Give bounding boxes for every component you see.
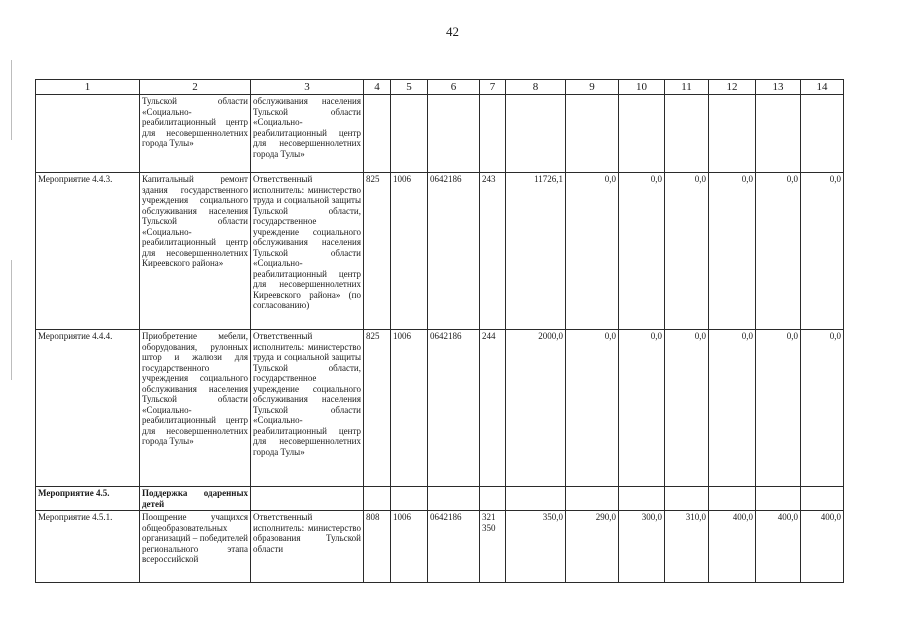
cell-value: 400,0: [709, 511, 756, 583]
cell-value: 11726,1: [506, 173, 566, 330]
cell-rzpr: 1006: [391, 511, 428, 583]
cell-value: 350,0: [506, 511, 566, 583]
activity-code: Мероприятие 4.4.4.: [36, 330, 140, 487]
cell-grbs: [364, 95, 391, 173]
cell-value: 0,0: [801, 330, 844, 487]
cell-grbs: 825: [364, 330, 391, 487]
column-header: 10: [619, 80, 665, 95]
cell-value: [506, 487, 566, 511]
column-header: 5: [391, 80, 428, 95]
cell-value: [756, 95, 801, 173]
table-row: [36, 330, 844, 487]
table-row: [36, 95, 844, 173]
column-header: 1: [36, 80, 140, 95]
cell-rzpr: [391, 95, 428, 173]
cell-value: [566, 487, 619, 511]
cell-value: 0,0: [756, 330, 801, 487]
column-header: 13: [756, 80, 801, 95]
activity-code: Мероприятие 4.5.1.: [36, 511, 140, 583]
cell-grbs: 808: [364, 511, 391, 583]
cell-vr: [480, 487, 506, 511]
cell-value: [566, 95, 619, 173]
cell-vr: [480, 95, 506, 173]
header-row: [36, 80, 844, 95]
column-header: 4: [364, 80, 391, 95]
program-table: [35, 79, 844, 583]
cell-rzpr: 1006: [391, 173, 428, 330]
cell-value: 0,0: [756, 173, 801, 330]
cell-value: 0,0: [709, 173, 756, 330]
cell-value: 0,0: [566, 173, 619, 330]
column-header: 2: [140, 80, 251, 95]
activity-name: Поощрение учащихся общеобразовательных организаций – победителей регионального этапа всероссийской: [140, 511, 251, 583]
cell-value: 400,0: [801, 511, 844, 583]
column-header: 14: [801, 80, 844, 95]
cell-value: [665, 487, 709, 511]
cell-csr: [428, 95, 480, 173]
cell-value: 400,0: [756, 511, 801, 583]
scan-mark: [11, 60, 12, 140]
cell-value: [506, 95, 566, 173]
scan-mark: [11, 260, 12, 380]
cell-grbs: 825: [364, 173, 391, 330]
executor: Ответственный исполнитель: министерство труда и социальной защиты Тульской области, государственное учреждение социального обслуживания населения Тульской области «Социально-реабилитационный центр для несовершеннолетних города Тулы»: [251, 330, 364, 487]
cell-value: 300,0: [619, 511, 665, 583]
cell-vr: 243: [480, 173, 506, 330]
cell-csr: 0642186: [428, 511, 480, 583]
column-header: 11: [665, 80, 709, 95]
column-header: 12: [709, 80, 756, 95]
cell-value: 0,0: [709, 330, 756, 487]
table-row: [36, 511, 844, 583]
cell-value: 310,0: [665, 511, 709, 583]
column-header: 9: [566, 80, 619, 95]
column-header: 8: [506, 80, 566, 95]
executor: Ответственный исполнитель: министерство образования Тульской области: [251, 511, 364, 583]
cell-rzpr: [391, 487, 428, 511]
cell-value: 2000,0: [506, 330, 566, 487]
activity-name: Приобретение мебели, оборудования, рулонных штор и жалюзи для государственного учреждения социального обслуживания населения Тульской области «Социально-реабилитационный центр для несовершеннолетних города Тулы»: [140, 330, 251, 487]
cell-value: 0,0: [665, 330, 709, 487]
cell-value: [801, 487, 844, 511]
cell-csr: 0642186: [428, 330, 480, 487]
column-header: 6: [428, 80, 480, 95]
page-number: 42: [446, 24, 459, 39]
executor: Ответственный исполнитель: министерство труда и социальной защиты Тульской области, государственное учреждение социального обслуживания населения Тульской области «Социально-реабилитационный центр для несовершеннолетних Киреевского района» (по согласованию): [251, 173, 364, 330]
column-header: 3: [251, 80, 364, 95]
cell-value: 0,0: [619, 173, 665, 330]
table-row: [36, 487, 844, 511]
cell-value: 0,0: [665, 173, 709, 330]
cell-csr: 0642186: [428, 173, 480, 330]
executor: [251, 487, 364, 511]
cell-rzpr: 1006: [391, 330, 428, 487]
cell-value: [801, 95, 844, 173]
column-header: 7: [480, 80, 506, 95]
cell-value: [756, 487, 801, 511]
cell-grbs: [364, 487, 391, 511]
cell-vr: 321 350: [480, 511, 506, 583]
cell-csr: [428, 487, 480, 511]
cell-value: 0,0: [801, 173, 844, 330]
activity-name: Поддержка одаренных детей: [140, 487, 251, 511]
activity-name: Тульской области «Социально-реабилитационный центр для несовершеннолетних города Тулы»: [140, 95, 251, 173]
cell-value: [709, 95, 756, 173]
activity-name: Капитальный ремонт здания государственного учреждения социального обслуживания населения Тульской области «Социально-реабилитационный центр для несовершеннолетних Киреевского района»: [140, 173, 251, 330]
cell-value: [619, 487, 665, 511]
activity-code: [36, 95, 140, 173]
cell-value: [665, 95, 709, 173]
activity-code: Мероприятие 4.5.: [36, 487, 140, 511]
activity-code: Мероприятие 4.4.3.: [36, 173, 140, 330]
cell-vr: 244: [480, 330, 506, 487]
cell-value: 0,0: [566, 330, 619, 487]
cell-value: [709, 487, 756, 511]
table-row: [36, 173, 844, 330]
cell-value: [619, 95, 665, 173]
executor: обслуживания населения Тульской области «Социально-реабилитационный центр для несовершеннолетних города Тулы»: [251, 95, 364, 173]
cell-value: 0,0: [619, 330, 665, 487]
cell-value: 290,0: [566, 511, 619, 583]
